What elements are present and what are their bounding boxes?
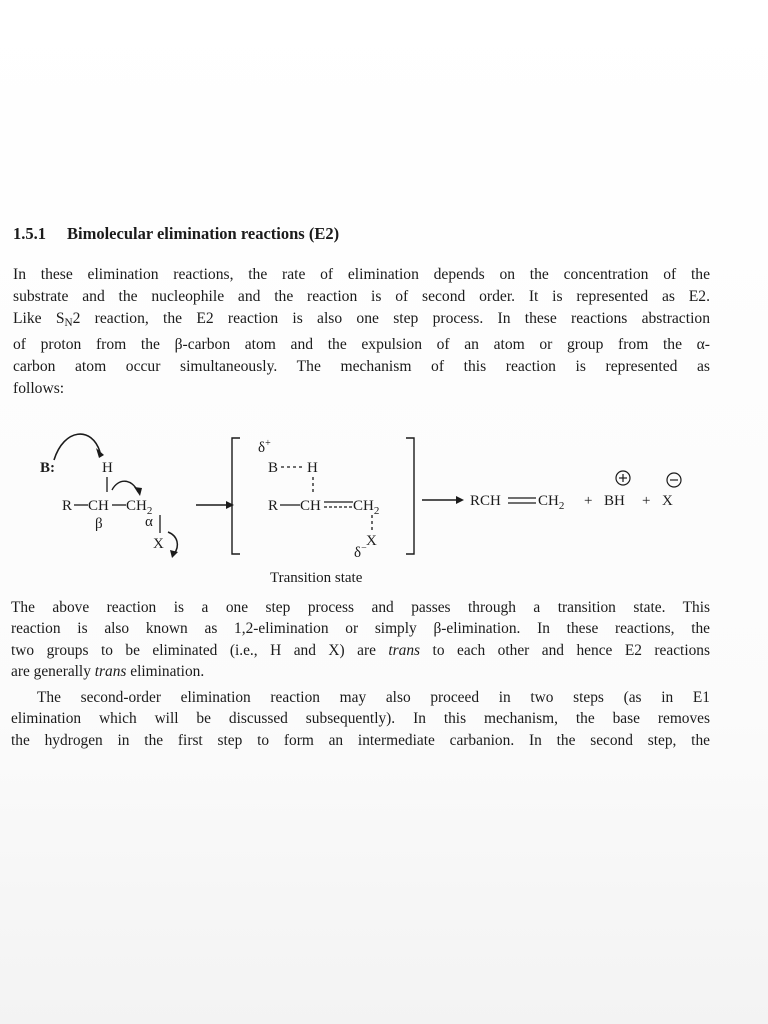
paragraph-line [11,661,710,682]
text-run: two groups to be eliminated (i.e., H and X) are [11,641,389,659]
paragraph-two-step [11,687,710,751]
ts-ch2: $CH_2$ [353,498,380,517]
ts-b: B [268,460,279,476]
subscript-n: N [64,316,73,329]
paragraph-line: of proton from the β-carbon atom and the expulsion of an atom or group from the α- [13,336,710,354]
product-rch: RCH [470,493,501,509]
paragraph-line: The above reaction is a one step process and passes through a transition state. This [11,599,710,616]
paragraph-line: In these elimination reactions, the rate of elimination depends on the concentration of the [13,266,710,283]
section-heading [13,224,339,244]
alpha-label: α [145,514,153,530]
paragraph-line [13,308,710,335]
italic-trans: trans [388,641,421,659]
transition-state-bracket-right [406,438,414,554]
delta-plus: δ+ [258,438,271,456]
product-ch2: $CH_2$ [538,493,565,512]
paragraph-line: substrate and the nucleophile and the reaction is of second order. It is represented as E2. [13,287,710,305]
ts-ch: CH [300,498,321,514]
arrow-head [170,550,178,558]
paragraph-line: carbon atom occur simultaneously. The mechanism of this reaction is represented as [13,357,710,375]
text-run: 2 reaction, the E2 reaction is also one step process. In these reactions abstraction [72,309,710,327]
italic-trans: trans [94,663,127,681]
ts-r: R [268,498,279,514]
transition-state-caption: Transition state [270,570,363,586]
plus-sign: + [642,493,651,509]
text-run: to each other and hence E2 reactions [420,641,710,659]
paragraph-intro [13,264,710,400]
beta-label: β [95,516,103,532]
text-run: elimination. [126,663,205,681]
paragraph-line: The second-order elimination reaction may also proceed in two steps (as in E1 [37,689,710,706]
arrow-head [96,448,104,458]
arrow-head [226,501,234,509]
plus-sign: + [584,493,593,509]
arrow-head [134,487,142,496]
paragraph-line [11,640,710,661]
paragraph-line: elimination which will be discussed subsequently). In this mechanism, the base removes [11,710,710,728]
e2-mechanism-scheme [0,420,768,570]
reactant-h-label: H [102,460,113,476]
reactant-ch2: $CH_2$ [126,498,153,517]
text-run: Like S [13,309,65,327]
ts-x: X [366,533,377,549]
curved-arrow-electron-shift [112,481,138,492]
paragraph-line: follows: [13,379,65,397]
text-run: are generally [11,663,95,681]
section-number: 1.5.1 [13,224,46,243]
base-label: B: [40,460,55,476]
curved-arrow-base-to-h [54,434,100,460]
reactant-ch: CH [88,498,109,514]
paragraph-line: the hydrogen in the first step to form an intermediate carbanion. In the second step, the [11,731,710,749]
transition-state-bracket-left [232,438,240,554]
leaving-group-x: X [153,536,164,552]
product-x: X [662,493,673,509]
paragraph-line: reaction is also known as 1,2-elimination or simply β-elimination. In these reactions, the [11,620,710,638]
reactant-r: R [62,498,73,514]
ts-h: H [307,460,318,476]
product-bh: BH [604,493,625,509]
paragraph-explanation [11,597,710,683]
section-title: Bimolecular elimination reactions (E2) [67,224,340,243]
delta-minus: δ− [354,543,367,561]
arrow-head [456,496,464,504]
